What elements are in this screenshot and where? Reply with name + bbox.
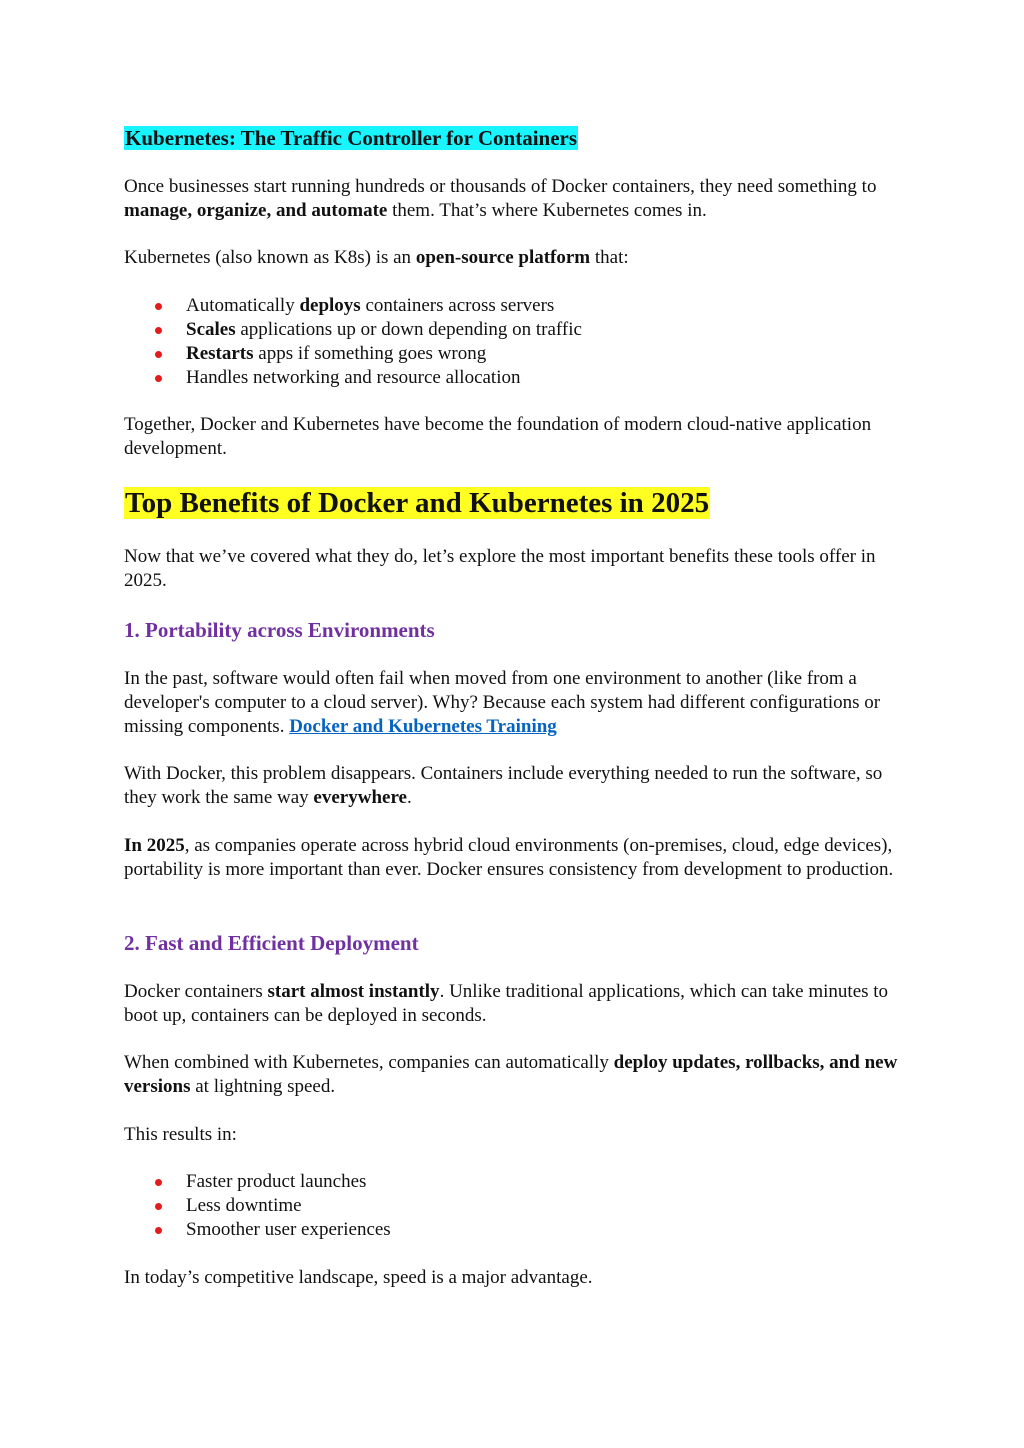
subheading-portability: 1. Portability across Environments [124,618,435,642]
paragraph: Docker containers start almost instantly. Unlike traditional applications, which can take minutes to boot up, containers can be deployed in seconds. [124,981,889,1026]
paragraph: When combined with Kubernetes, companies can automatically deploy updates, rollbacks, and new versions at lightning speed. [124,1052,898,1097]
bullet-list [124,294,904,390]
bullet-icon [155,375,162,382]
bullet-icon [155,1203,162,1210]
paragraph: In today’s competitive landscape, speed is a major advantage. [124,1267,593,1288]
paragraph: Once businesses start running hundreds or thousands of Docker containers, they need something to manage, organize, and automate them. That’s where Kubernetes comes in. [124,176,877,221]
list-item: Scales applications up or down depending on traffic [124,318,904,342]
paragraph: Now that we’ve covered what they do, let’s explore the most important benefits these tools offer in 2025. [124,546,876,591]
section-heading-kubernetes: Kubernetes: The Traffic Controller for Containers [125,126,578,150]
paragraph: In the past, software would often fail when moved from one environment to another (like from a developer's computer to a cloud server). Why? Because each system had different configurations or missing components. Docker and Kubernetes Training [124,668,881,737]
section-heading-top-benefits: Top Benefits of Docker and Kubernetes in 2025 [125,487,710,519]
paragraph: Together, Docker and Kubernetes have become the foundation of modern cloud-native application development. [124,414,872,459]
list-item: Handles networking and resource allocation [124,366,904,390]
paragraph: In 2025, as companies operate across hybrid cloud environments (on-premises, cloud, edge devices), portability is more important than ever. Docker ensures consistency from development to production. [124,835,894,880]
paragraph: With Docker, this problem disappears. Containers include everything needed to run the software, so they work the same way everywhere. [124,763,883,808]
list-item: Automatically deploys containers across servers [124,294,904,318]
bullet-icon [155,1179,162,1186]
bullet-icon [155,1227,162,1234]
subheading-fast-deployment: 2. Fast and Efficient Deployment [124,931,419,955]
list-item: Smoother user experiences [124,1218,904,1242]
training-link[interactable]: Docker and Kubernetes Training [289,716,557,737]
list-item: Less downtime [124,1194,904,1218]
list-item: Restarts apps if something goes wrong [124,342,904,366]
paragraph: Kubernetes (also known as K8s) is an open-source platform that: [124,247,629,268]
paragraph: This results in: [124,1124,237,1145]
list-item: Faster product launches [124,1170,904,1194]
bullet-icon [155,303,162,310]
bullet-list [124,1170,904,1242]
bullet-icon [155,351,162,358]
bullet-icon [155,327,162,334]
